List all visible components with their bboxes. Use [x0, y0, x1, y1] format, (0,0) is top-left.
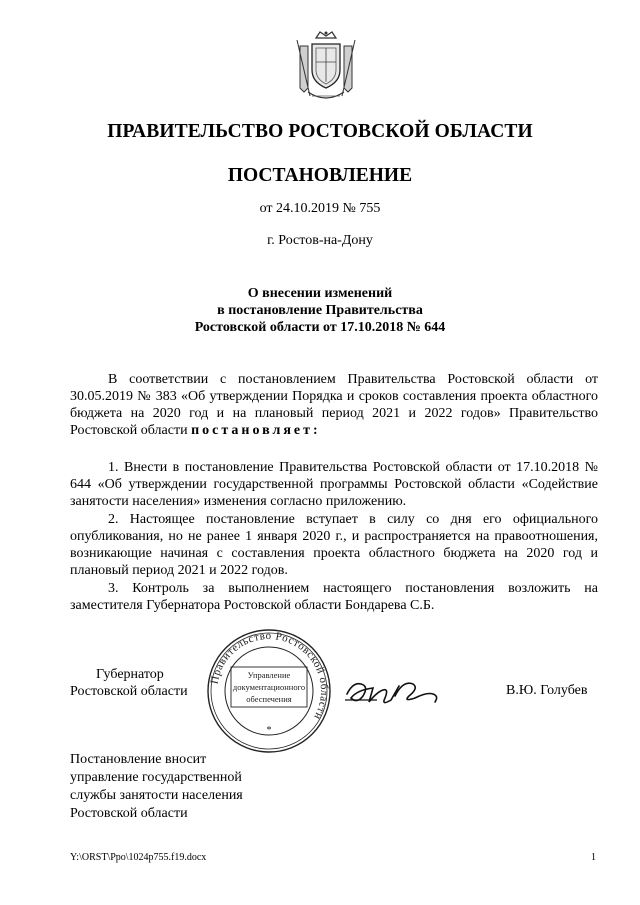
document-subject: [0, 285, 640, 336]
seal-inner-line-1: Управление: [247, 670, 291, 680]
handwritten-signature: [343, 672, 445, 710]
signatory-position: [70, 666, 188, 700]
subject-line-3: Ростовской области от 17.10.2018 № 644: [194, 320, 446, 335]
decree-word: постановляет:: [191, 423, 321, 438]
seal-star: *: [266, 725, 272, 736]
seal-inner-line-3: обеспечения: [246, 694, 292, 704]
document-date-number: от 24.10.2019 № 755: [259, 201, 381, 216]
item-1-paragraph: 1. Внести в постановление Правительства Ростовской области от 17.10.2018 № 644 «Об утверждении государственной программы Ростовской области «Содействие занятости населения» изменения согласно приложению.: [70, 460, 598, 509]
government-title: ПРАВИТЕЛЬСТВО РОСТОВСКОЙ ОБЛАСТИ: [107, 121, 533, 142]
official-seal-stamp: [205, 628, 333, 754]
footer-file-path: Y:\ORST\Ppo\1024p755.f19.docx: [70, 852, 207, 863]
seal-inner-line-2: документационного: [232, 682, 306, 692]
item-3-paragraph: 3. Контроль за выполнением настоящего постановления возложить на заместителя Губернатора Ростовской области Бондарева С.Б.: [70, 581, 598, 613]
coat-of-arms-icon: [294, 30, 358, 104]
signatory-name: В.Ю. Голубев: [506, 683, 588, 698]
seal-outer-text: Правительство Ростовской области: [208, 629, 331, 722]
subject-line-1: О внесении изменений: [247, 286, 393, 301]
submitted-by-note: [70, 751, 243, 823]
document-type: ПОСТАНОВЛЕНИЕ: [227, 165, 413, 186]
document-city: г. Ростов-на-Дону: [267, 233, 373, 248]
intro-text: В соответствии с постановлением Правительства Ростовской области от 30.05.2019 № 383 «Об утверждении Порядка и сроков составления проекта областного бюджета на 2020 год и на плановый период 2021 и 2022 годов» Правительство Ростовской области: [70, 372, 598, 438]
note-line-3: службы занятости населения: [70, 788, 243, 803]
note-line-4: Ростовской области: [70, 806, 188, 821]
signatory-position-line-2: Ростовской области: [70, 684, 188, 699]
signatory-position-line-1: Губернатор: [96, 667, 164, 682]
note-line-2: управление государственной: [70, 770, 242, 785]
page-number: 1: [591, 852, 596, 863]
intro-paragraph: [70, 371, 598, 439]
item-2-paragraph: 2. Настоящее постановление вступает в силу со дня его официального опубликования, но не ранее 1 января 2020 г., и распространяется на правоотношения, возникающие начиная с составления проекта областного бюджета на 2020 год и плановый период 2021 и 2022 годов.: [70, 512, 598, 578]
subject-line-2: в постановление Правительства: [217, 303, 423, 318]
note-line-1: Постановление вносит: [70, 752, 207, 767]
